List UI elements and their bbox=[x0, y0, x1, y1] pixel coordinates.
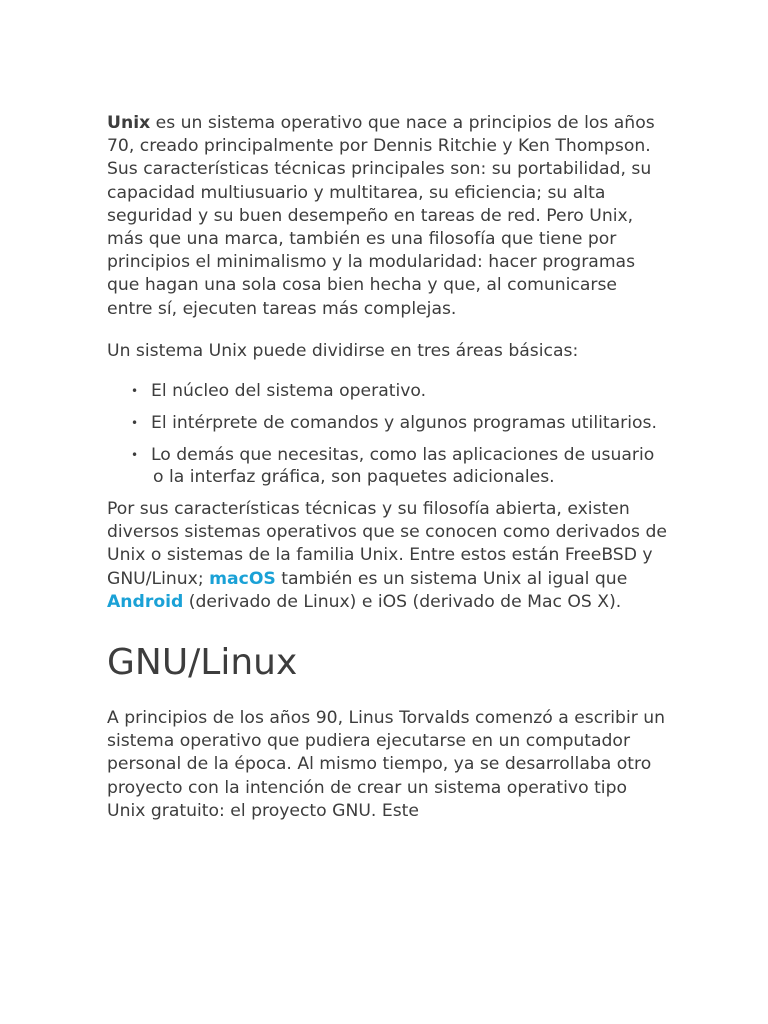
derivatives-text-2: también es un sistema Unix al igual que bbox=[275, 568, 628, 589]
derivatives-text-1: Por sus características técnicas y su filosofía abierta, existen diversos sistemas operativos que se conocen como derivados de Unix o sistemas de la familia Unix. Entre estos están FreeBSD y GNU/Linux; bbox=[107, 499, 667, 589]
derivatives-text-3: (derivado de Linux) e iOS (derivado de Mac OS X). bbox=[183, 591, 622, 612]
article-body bbox=[107, 112, 667, 823]
list-item bbox=[107, 380, 667, 402]
gnu-linux-paragraph: A principios de los años 90, Linus Torvalds comenzó a escribir un sistema operativo que pudiera ejecutarse en un computador personal de la época. Al mismo tiempo, ya se desarrollaba otro proyecto con la intención de crear un sistema operativo tipo Unix gratuito: el proyecto GNU. Este bbox=[107, 708, 666, 821]
bullet-icon: • bbox=[131, 448, 139, 463]
bullet-icon: • bbox=[131, 384, 139, 399]
unix-intro-text: es un sistema operativo que nace a principios de los años 70, creado principalmente por Dennis Ritchie y Ken Thompson. Sus características técnicas principales son: su portabilidad, su capacidad multiusuario y multitarea, su eficiencia; su alta seguridad y su buen desempeño en tareas de red. Pero Unix, más que una marca, también es una filosofía que tiene por principios el minimalismo y la modularidad: hacer programas que hagan una sola cosa bien hecha y que, al comunicarse entre sí, ejecuten tareas más complejas. bbox=[107, 113, 655, 319]
macos-link[interactable]: macOS bbox=[209, 568, 276, 589]
list-item bbox=[107, 444, 667, 488]
list-item-text: El intérprete de comandos y algunos programas utilitarios. bbox=[151, 413, 657, 434]
areas-intro-paragraph: Un sistema Unix puede dividirse en tres áreas básicas: bbox=[107, 340, 579, 361]
android-link[interactable]: Android bbox=[107, 591, 184, 612]
list-item-text: El núcleo del sistema operativo. bbox=[151, 381, 427, 402]
unix-term: Unix bbox=[107, 113, 151, 133]
bullet-icon: • bbox=[131, 416, 139, 431]
list-item bbox=[107, 412, 667, 434]
gnu-linux-heading: GNU/Linux bbox=[107, 642, 298, 684]
derivatives-paragraph bbox=[107, 498, 667, 614]
list-item-text: Lo demás que necesitas, como las aplicaciones de usuario o la interfaz gráfica, son paquetes adicionales. bbox=[151, 445, 655, 488]
areas-list bbox=[107, 380, 667, 488]
unix-intro-paragraph bbox=[107, 112, 667, 321]
